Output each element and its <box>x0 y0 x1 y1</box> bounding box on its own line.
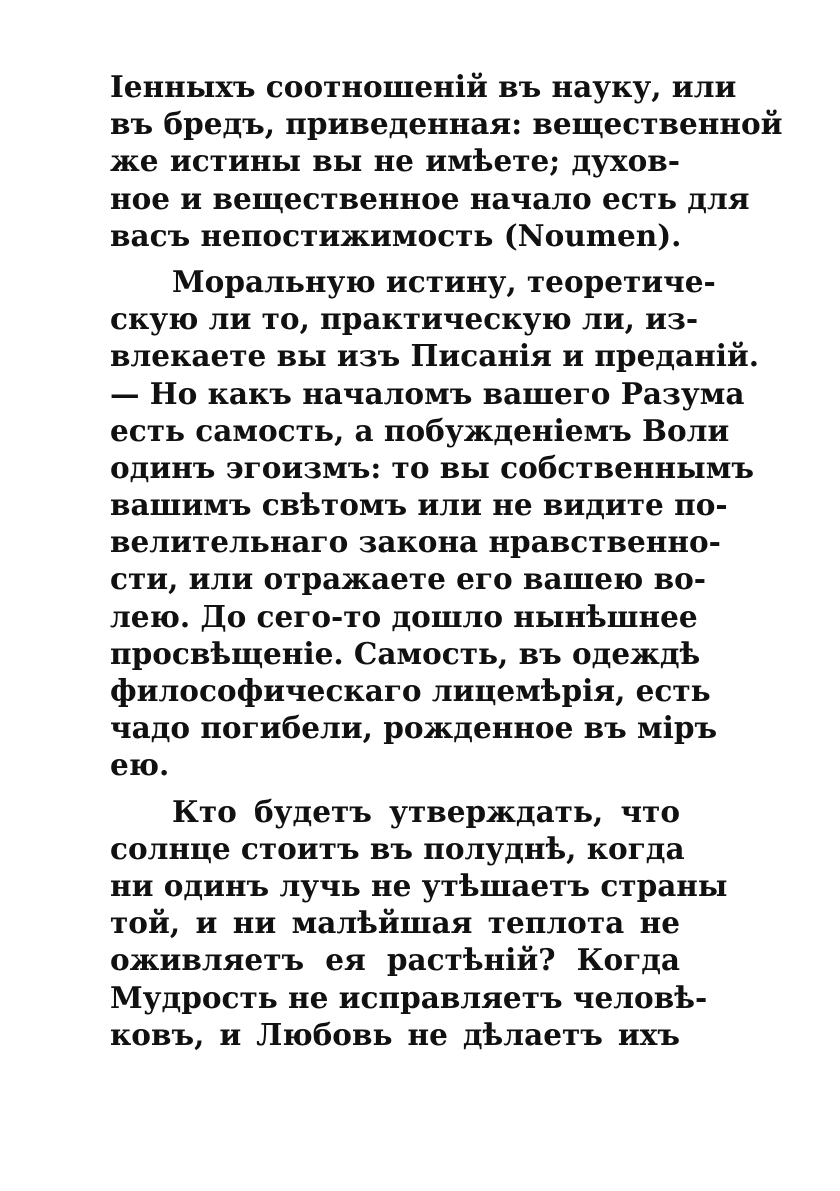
text-line: велительнаго закона нравственно- <box>110 524 721 560</box>
text-line: Іенныхъ соотношеній въ науку, или <box>110 69 737 104</box>
text-line: сти, или отражаете его вашею во- <box>110 561 706 597</box>
text-line: васъ непостижимость (Noumen). <box>110 217 682 253</box>
text-line: скую ли то, практическую ли, из- <box>110 301 699 337</box>
text-line: есть самость, а побужденіемъ Воли <box>110 412 730 448</box>
text-line: ни одинъ лучь не утѣшаетъ страны <box>110 867 728 903</box>
text-line: ею. <box>110 747 170 783</box>
text-line: Кто будетъ утверждать, что <box>172 793 680 829</box>
paragraph-1 <box>110 68 783 254</box>
text-line: чадо погибели, рожденное въ міръ <box>110 710 718 746</box>
text-line: въ бредъ, приведенная: вещественной <box>110 106 783 142</box>
text-line: той, и ни малѣйшая теплота не <box>110 905 680 941</box>
text-line: солнце стоитъ въ полуднѣ, когда <box>110 830 685 866</box>
text-line: лею. До сего-то дошло нынѣшнее <box>110 598 698 634</box>
page-text <box>110 68 783 1053</box>
paragraph-2 <box>110 263 760 784</box>
text-line: одинъ эгоизмъ: то вы собственнымъ <box>110 449 754 485</box>
text-line: влекаете вы изъ Писанія и преданій. <box>110 338 760 374</box>
text-line: Мудрость не исправляетъ человѣ- <box>110 979 708 1015</box>
text-line: — Но какъ началомъ вашего Разума <box>110 375 745 411</box>
text-line: ковъ, и Любовь не дѣлаетъ ихъ <box>110 1016 680 1052</box>
text-line: философическаго лицемѣрія, есть <box>110 673 711 708</box>
text-line: Моральную истину, теоретиче- <box>172 263 716 299</box>
text-line: же истины вы не имѣете; духов- <box>110 143 680 179</box>
text-line: вашимъ свѣтомъ или не видите по- <box>110 487 728 523</box>
text-line: оживляетъ ея растѣній? Когда <box>110 942 680 978</box>
text-line: просвѣщеніе. Самость, въ одеждѣ <box>110 635 701 671</box>
paragraph-3 <box>110 793 728 1053</box>
text-line: ное и вещественное начало есть для <box>110 180 750 216</box>
